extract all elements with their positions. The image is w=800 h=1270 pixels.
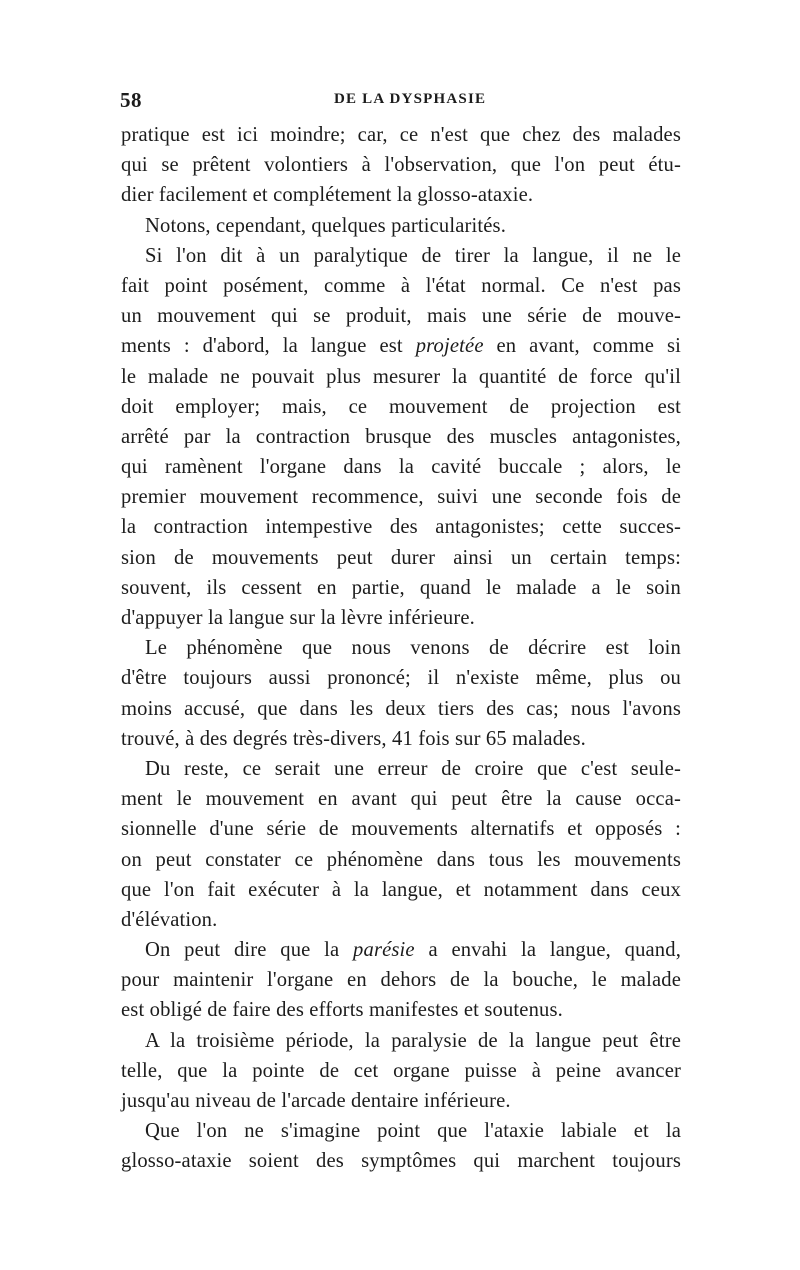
text-line: fait point posément, comme à l'état normal. Ce n'est pas <box>121 274 681 297</box>
text-line: ment le mouvement en avant qui peut être la cause occa- <box>121 788 681 811</box>
italic-word: projetée <box>415 335 484 358</box>
text-line: souvent, ils cessent en partie, quand le malade a le soin <box>121 576 681 599</box>
text-segment: en avant, comme si <box>483 335 681 358</box>
text-line: la contraction intempestive des antagonistes; cette succes- <box>121 516 681 539</box>
text-line: telle, que la pointe de cet organe puisse à peine avancer <box>121 1059 681 1082</box>
paragraph-start: Le phénomène que nous venons de décrire est loin <box>145 637 681 660</box>
text-line: qui ramènent l'organe dans la cavité buccale ; alors, le <box>121 456 681 479</box>
text-segment: ments : d'abord, la langue est <box>121 335 416 358</box>
italic-word: parésie <box>353 939 415 962</box>
page-header <box>120 88 685 118</box>
paragraph-start: Notons, cependant, quelques particularités. <box>145 214 507 237</box>
text-line: pratique est ici moindre; car, ce n'est que chez des malades <box>121 124 681 146</box>
text-line: qui se prêtent volontiers à l'observation, que l'on peut étu- <box>121 154 681 177</box>
paragraph-start: Si l'on dit à un paralytique de tirer la langue, il ne le <box>145 244 681 267</box>
text-line: pour maintenir l'organe en dehors de la bouche, le malade <box>121 969 681 992</box>
paragraph-start: Du reste, ce serait une erreur de croire que c'est seule- <box>145 757 681 780</box>
text-line: d'être toujours aussi prononcé; il n'existe même, plus ou <box>121 667 681 690</box>
paragraph-start: Que l'on ne s'imagine point que l'ataxie labiale et la <box>145 1120 681 1143</box>
paragraph-start <box>121 935 681 965</box>
text-segment: a envahi la langue, quand, <box>414 939 681 962</box>
text-line: sion de mouvements peut durer ainsi un certain temps: <box>121 546 681 569</box>
text-line: on peut constater ce phénomène dans tous les mouvements <box>121 848 681 871</box>
text-line: jusqu'au niveau de l'arcade dentaire inférieure. <box>121 1090 511 1112</box>
text-line: premier mouvement recommence, suivi une seconde fois de <box>121 486 681 509</box>
text-line: glosso-ataxie soient des symptômes qui marchent toujours <box>121 1150 681 1173</box>
body-text <box>121 120 681 1177</box>
text-line: trouvé, à des degrés très-divers, 41 fois sur 65 malades. <box>121 727 586 750</box>
text-line: est obligé de faire des efforts manifestes et soutenus. <box>121 999 563 1022</box>
text-line <box>121 331 681 361</box>
text-segment: On peut dire que la <box>145 939 354 962</box>
text-line: le malade ne pouvait plus mesurer la quantité de force qu'il <box>121 365 681 388</box>
text-line: sionnelle d'une série de mouvements alternatifs et opposés : <box>121 818 681 841</box>
text-line: doit employer; mais, ce mouvement de projection est <box>121 395 681 418</box>
text-line: d'élévation. <box>121 908 218 931</box>
paragraph-start: A la troisième période, la paralysie de la langue peut être <box>145 1029 681 1052</box>
text-line: que l'on fait exécuter à la langue, et notamment dans ceux <box>121 878 681 901</box>
running-title: DE LA DYSPHASIE <box>334 91 487 107</box>
text-line: moins accusé, que dans les deux tiers des cas; nous l'avons <box>121 697 681 720</box>
text-line: d'appuyer la langue sur la lèvre inférieure. <box>121 607 475 629</box>
text-line: dier facilement et complétement la glosso-ataxie. <box>121 184 534 207</box>
text-line: arrêté par la contraction brusque des muscles antagonistes, <box>121 425 681 448</box>
text-line: un mouvement qui se produit, mais une série de mouve- <box>121 305 681 328</box>
page-number: 58 <box>120 88 142 112</box>
